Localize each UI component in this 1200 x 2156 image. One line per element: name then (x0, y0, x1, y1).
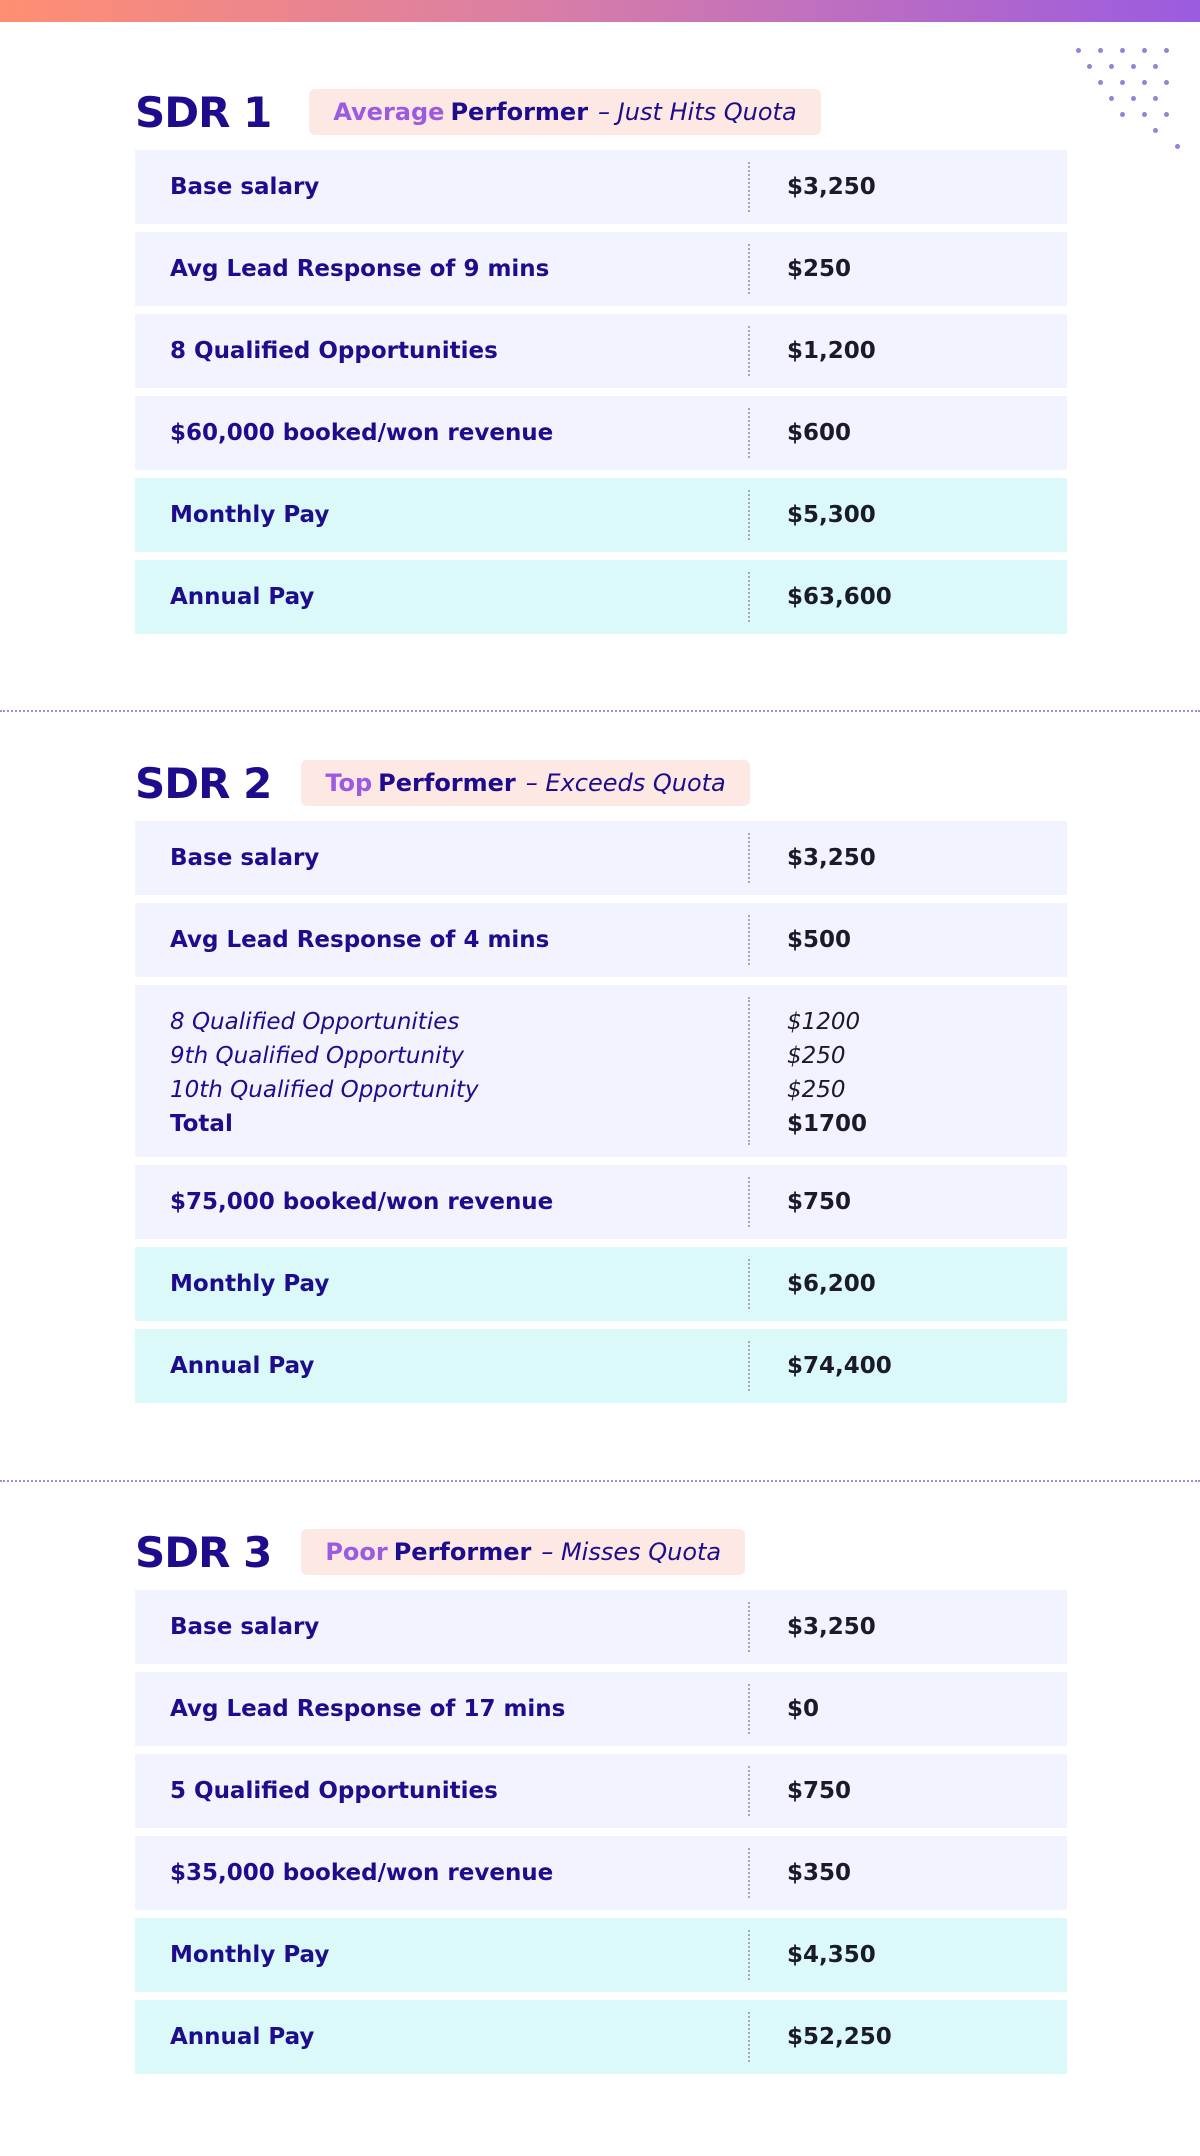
row-value: $4,350 (787, 1942, 876, 1968)
row-divider (748, 1848, 750, 1898)
sdr1-tier: Average (333, 98, 445, 126)
sdr3-tier: Poor (325, 1538, 388, 1566)
sdr2-role: Performer (378, 769, 516, 797)
sdr3-title: SDR 3 (135, 1527, 272, 1577)
section-separator (0, 710, 1200, 712)
opportunities-labels (170, 1005, 479, 1141)
row-label: Annual Pay (170, 1353, 315, 1379)
row-value: $3,250 (787, 174, 876, 200)
row-label: Monthly Pay (170, 502, 330, 528)
row-divider (748, 1684, 750, 1734)
opportunity-label: 10th Qualified Opportunity (170, 1077, 479, 1103)
sdr1-row-base-salary (135, 150, 1067, 224)
sdr1-header (135, 88, 1067, 136)
sdr1-row-booked-revenue (135, 396, 1067, 470)
row-label: Base salary (170, 174, 320, 200)
sdr2-row-annual-pay (135, 1329, 1067, 1403)
opportunity-value: $250 (787, 1077, 846, 1103)
sdr2-row-monthly-pay (135, 1247, 1067, 1321)
row-label: Avg Lead Response of 9 mins (170, 256, 550, 282)
row-value: $500 (787, 927, 852, 953)
opportunity-total-label: Total (170, 1111, 233, 1137)
row-divider (748, 244, 750, 294)
sdr1-performer-badge (309, 89, 820, 135)
row-value: $0 (787, 1696, 820, 1722)
row-label: Annual Pay (170, 584, 315, 610)
row-divider (748, 1177, 750, 1227)
row-divider (748, 2012, 750, 2062)
sdr3-row-base-salary (135, 1590, 1067, 1664)
row-divider (748, 490, 750, 540)
sdr2-row-qualified-opportunities (135, 985, 1067, 1157)
row-divider (748, 162, 750, 212)
row-label: 8 Qualified Opportunities (170, 338, 498, 364)
row-value: $3,250 (787, 845, 876, 871)
sdr1-desc: – Just Hits Quota (598, 98, 797, 126)
sdr2-performer-badge (301, 760, 749, 806)
row-divider (748, 326, 750, 376)
sdr1-role: Performer (450, 98, 589, 126)
opportunity-label: 8 Qualified Opportunities (170, 1009, 460, 1035)
row-label: Avg Lead Response of 4 mins (170, 927, 550, 953)
opportunities-values (787, 1005, 867, 1141)
row-value: $750 (787, 1778, 852, 1804)
sdr3-row-lead-response (135, 1672, 1067, 1746)
row-label: Base salary (170, 1614, 320, 1640)
sdr3-performer-badge (301, 1529, 745, 1575)
row-label: Monthly Pay (170, 1942, 330, 1968)
decorative-dots-pattern (1070, 44, 1190, 154)
row-value: $52,250 (787, 2024, 892, 2050)
sdr3-section (135, 1528, 1067, 2082)
sdr3-row-qualified-opportunities (135, 1754, 1067, 1828)
sdr1-row-qualified-opportunities (135, 314, 1067, 388)
opportunity-total-value: $1700 (787, 1111, 868, 1137)
row-label: $60,000 booked/won revenue (170, 420, 554, 446)
row-value: $6,200 (787, 1271, 876, 1297)
row-label: $75,000 booked/won revenue (170, 1189, 554, 1215)
row-value: $350 (787, 1860, 852, 1886)
sdr2-desc: – Exceeds Quota (525, 769, 726, 797)
row-divider (748, 915, 750, 965)
opportunity-value: $250 (787, 1043, 846, 1069)
sdr2-tier: Top (325, 769, 373, 797)
row-divider (748, 572, 750, 622)
row-value: $5,300 (787, 502, 876, 528)
sdr2-header (135, 759, 1067, 807)
row-label: Base salary (170, 845, 320, 871)
sdr1-title: SDR 1 (135, 87, 272, 137)
row-label: $35,000 booked/won revenue (170, 1860, 554, 1886)
row-value: $750 (787, 1189, 852, 1215)
row-value: $74,400 (787, 1353, 892, 1379)
sdr1-section (135, 88, 1067, 642)
sdr3-row-monthly-pay (135, 1918, 1067, 1992)
sdr3-row-booked-revenue (135, 1836, 1067, 1910)
row-divider (748, 1930, 750, 1980)
row-label: Monthly Pay (170, 1271, 330, 1297)
sdr3-header (135, 1528, 1067, 1576)
sdr2-row-booked-revenue (135, 1165, 1067, 1239)
row-value: $3,250 (787, 1614, 876, 1640)
row-divider (748, 1259, 750, 1309)
row-divider (748, 997, 750, 1145)
sdr2-row-lead-response (135, 903, 1067, 977)
sdr1-row-annual-pay (135, 560, 1067, 634)
row-divider (748, 408, 750, 458)
row-label: Avg Lead Response of 17 mins (170, 1696, 566, 1722)
row-divider (748, 1341, 750, 1391)
row-label: Annual Pay (170, 2024, 315, 2050)
section-separator (0, 1480, 1200, 1482)
row-value: $1,200 (787, 338, 876, 364)
row-label: 5 Qualified Opportunities (170, 1778, 498, 1804)
row-value: $63,600 (787, 584, 892, 610)
opportunity-value: $1200 (787, 1009, 861, 1035)
opportunity-label: 9th Qualified Opportunity (170, 1043, 465, 1069)
sdr2-row-base-salary (135, 821, 1067, 895)
row-value: $600 (787, 420, 852, 446)
row-divider (748, 1602, 750, 1652)
top-gradient-bar (0, 0, 1200, 22)
row-divider (748, 833, 750, 883)
row-divider (748, 1766, 750, 1816)
sdr1-row-monthly-pay (135, 478, 1067, 552)
sdr2-section (135, 759, 1067, 1411)
sdr1-row-lead-response (135, 232, 1067, 306)
sdr3-row-annual-pay (135, 2000, 1067, 2074)
row-value: $250 (787, 256, 852, 282)
sdr3-desc: – Misses Quota (541, 1538, 722, 1566)
sdr2-title: SDR 2 (135, 758, 272, 808)
sdr3-role: Performer (393, 1538, 532, 1566)
